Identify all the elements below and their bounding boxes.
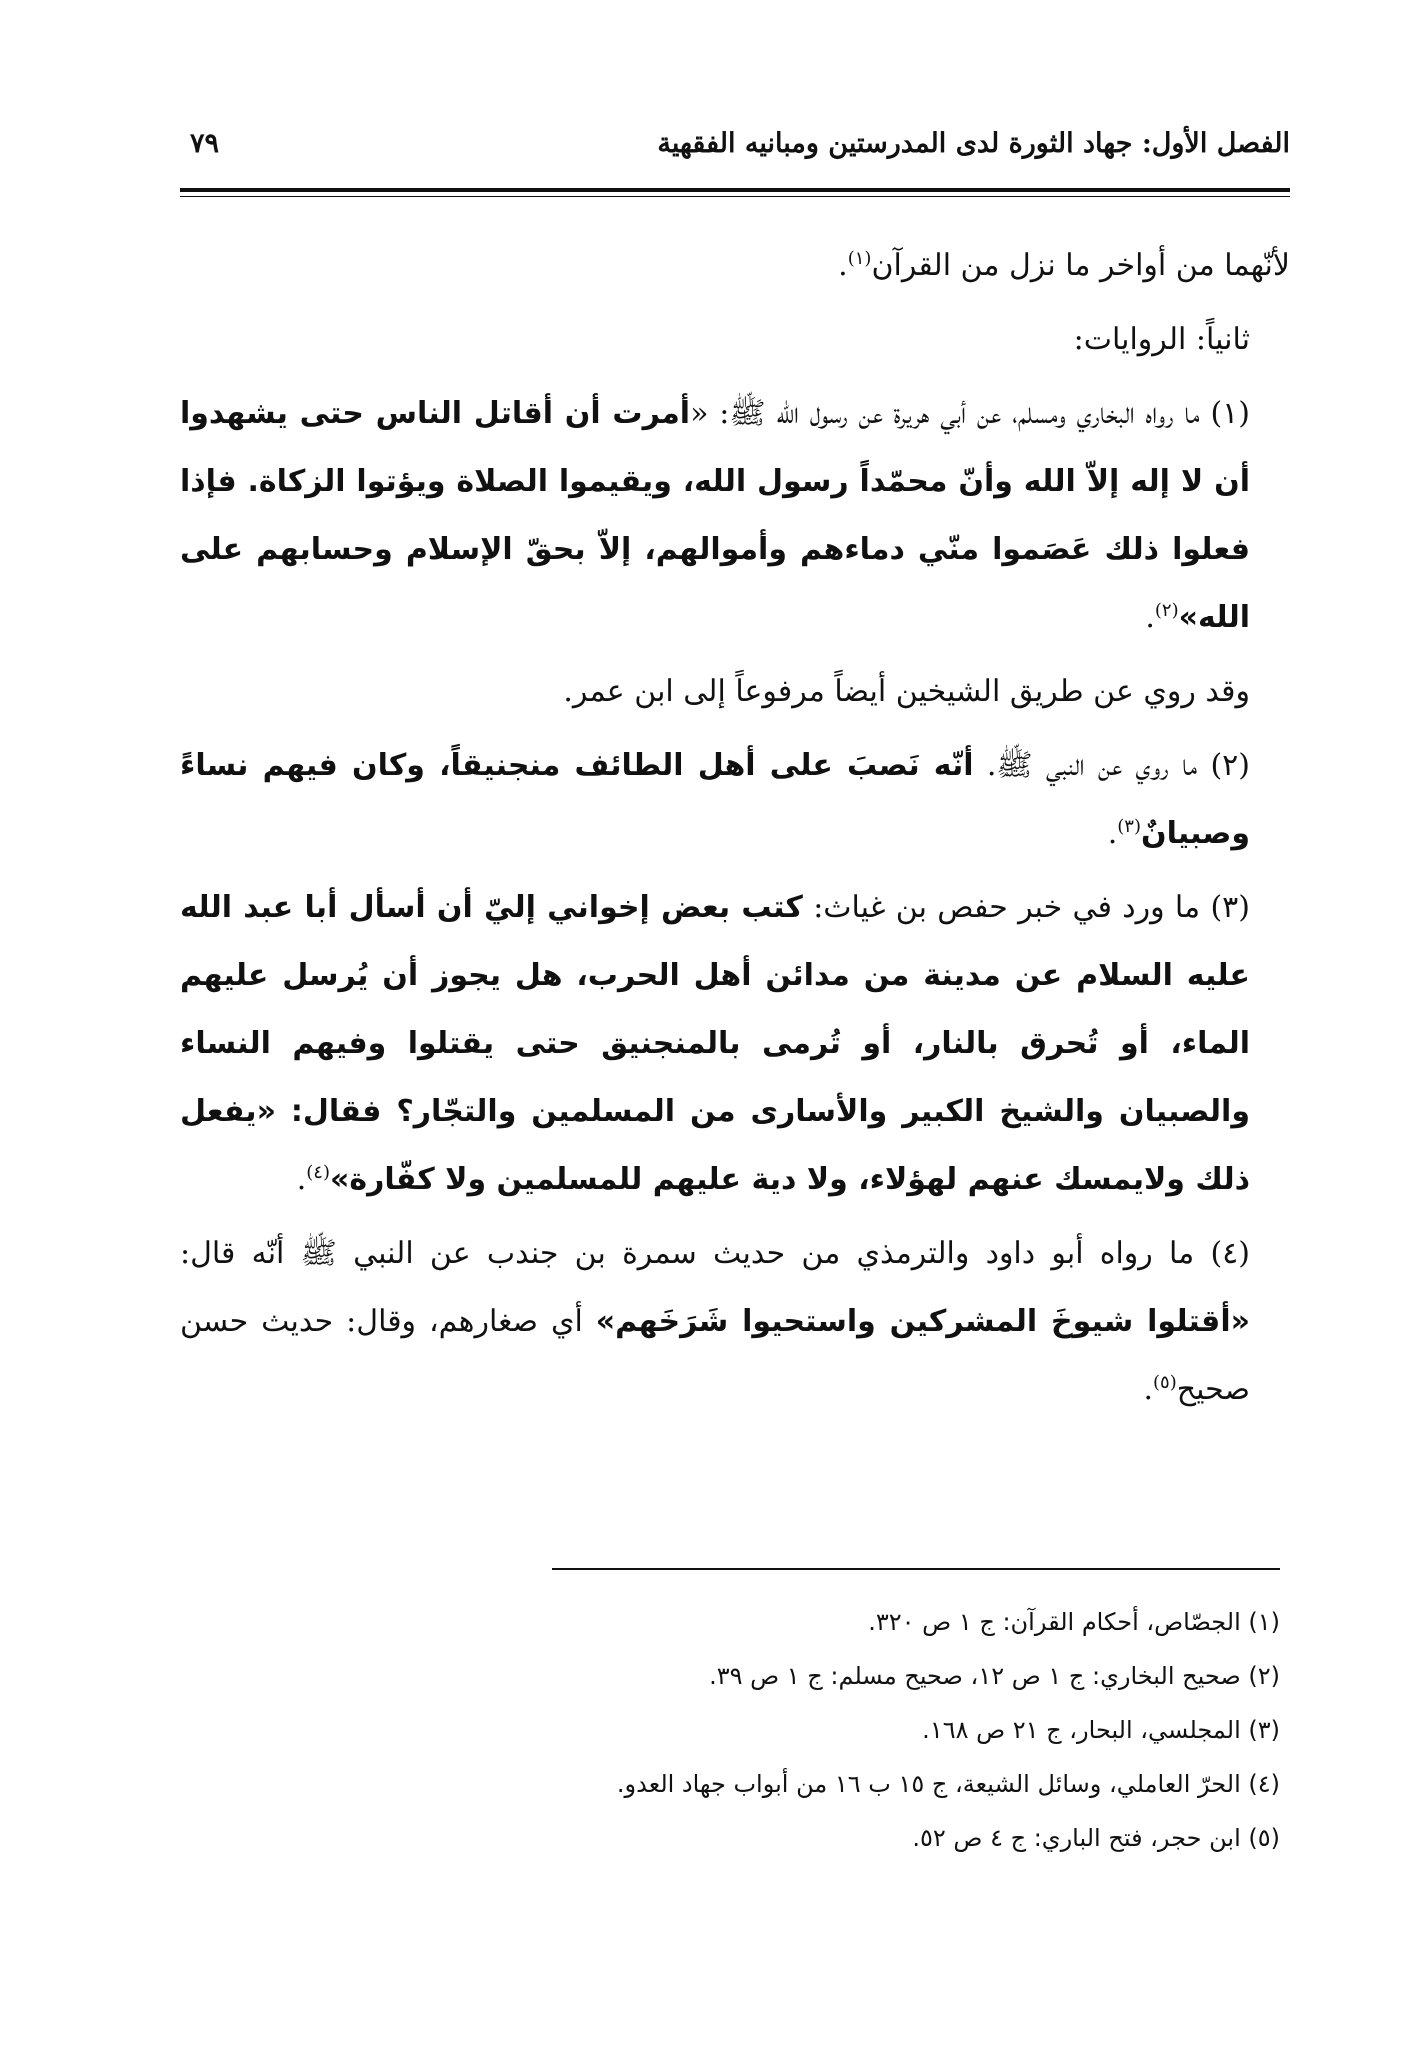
header-rule-thick	[180, 188, 1290, 192]
footnote-ref-2: (٢)	[1154, 600, 1179, 621]
main-text	[180, 232, 1290, 1430]
footnote-3: (٣) المجلسي، البحار، ج ٢١ ص ١٦٨.	[922, 1716, 1280, 1744]
running-header	[180, 128, 1290, 178]
paragraph-4-intro: (٢) ما روي عن النبي ﷺ.	[973, 748, 1251, 783]
footnote-4: (٤) الحرّ العاملي، وسائل الشيعة، ج ١٥ ب ١٦ من أبواب جهاد العدو.	[616, 1770, 1280, 1798]
paragraph-1	[180, 306, 1290, 374]
quote-close-1: »	[1178, 600, 1198, 635]
footnotes	[180, 1595, 1280, 1865]
footnote-ref-4: (٤)	[306, 1162, 330, 1183]
paragraph-6-end: .	[1143, 1372, 1153, 1407]
paragraph-2-end: .	[1145, 600, 1155, 635]
paragraph-0-end: .	[838, 248, 848, 283]
footnote-ref-1: (١)	[847, 248, 872, 269]
hadith-quote-2: أنّه نَصبَ على أهل الطائف منجنيقاً، وكان فيهم نساءً وصبيانٌ	[180, 748, 1250, 851]
page-number: ٧٩	[190, 128, 220, 159]
hadith-quote-3: كتب بعض إخواني إليّ أن أسأل أبا عبد الله عليه السلام عن مدينة من مدائن أهل الحرب، هل يجوز أن يُرسل عليهم الماء، أو تُحرق بالنار، أو تُرمى بالمنجنيق حتى يقتلوا وفيهم النساء والصبيان والشيخ الكبير والأسارى من المسلمين والتجّار؟ فقال: «يفعل ذلك ولايمسك عنهم لهؤلاء، ولا دية عليهم للمسلمين ولا كفّارة»	[180, 890, 1250, 1197]
footnote-2: (٢) صحيح البخاري: ج ١ ص ١٢، صحيح مسلم: ج ١ ص ٣٩.	[709, 1662, 1280, 1690]
paragraph-2-intro: (١) ما رواه البخاري ومسلم، عن أبي هريرة عن رسول الله ﷺ: «	[690, 396, 1251, 431]
section-heading: ثانياً: الروايات:	[1073, 322, 1250, 357]
footnote-separator	[552, 1568, 1280, 1570]
paragraph-5-end: .	[296, 1162, 307, 1197]
paragraph-5-intro: (٣) ما ورد في خبر حفص بن غياث:	[802, 890, 1250, 925]
paragraph-6-rest: أي صغارهم، وقال: حديث حسن صحيح	[180, 1304, 1250, 1407]
paragraph-0	[180, 232, 1290, 300]
paragraph-3-text: وقد روي عن طريق الشيخين أيضاً مرفوعاً إلى ابن عمر.	[563, 674, 1250, 709]
hadith-quote-1: أمرت أن أقاتل الناس حتى يشهدوا أن لا إله إلاّ الله وأنّ محمّداً رسول الله، ويقيموا الصلاة ويؤتوا الزكاة. فإذا فعلوا ذلك عَصَموا منّي دماءهم وأموالهم، إلاّ بحقّ الإسلام وحسابهم على الله	[180, 396, 1250, 635]
header-rule-thin	[180, 196, 1290, 197]
footnote-5: (٥) ابن حجر، فتح الباري: ج ٤ ص ٥٢.	[912, 1824, 1280, 1852]
paragraph-4	[180, 732, 1290, 868]
paragraph-6-intro: (٤) ما رواه أبو داود والترمذي من حديث سمرة بن جندب عن النبي ﷺ أنّه قال:	[180, 1236, 1250, 1271]
footnote-ref-3: (٣)	[1117, 816, 1141, 837]
footnote-ref-5: (٥)	[1153, 1372, 1177, 1393]
hadith-quote-4: «أقتلوا شيوخَ المشركين واستحيوا شَرَخَهم»	[595, 1304, 1250, 1339]
footnote-1: (١) الجصّاص، أحكام القرآن: ج ١ ص ٣٢٠.	[868, 1608, 1280, 1636]
paragraph-6	[180, 1220, 1290, 1424]
paragraph-0-text: لأنّهما من أواخر ما نزل من القرآن	[871, 248, 1290, 283]
paragraph-4-end: .	[1107, 816, 1118, 851]
chapter-title: الفصل الأول: جهاد الثورة لدى المدرستين ومبانيه الفقهية	[657, 128, 1290, 159]
paragraph-2	[180, 380, 1290, 652]
paragraph-3	[180, 658, 1290, 726]
paragraph-5	[180, 874, 1290, 1214]
